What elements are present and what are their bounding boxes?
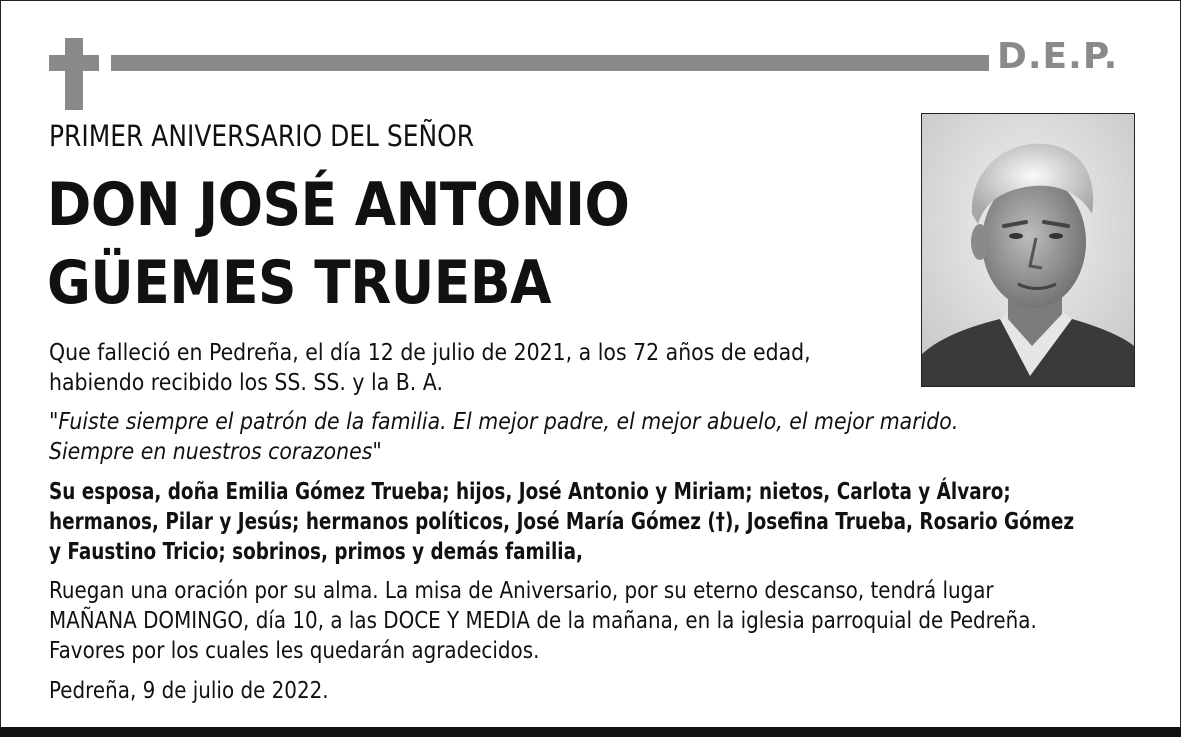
death-info-line-1: Que falleció en Pedreña, el día 12 de julio de 2021, a los 72 años de edad, bbox=[49, 340, 811, 366]
request-line-2: MAÑANA DOMINGO, día 10, a las DOCE Y MEDIA de la mañana, en la iglesia parroquial de Pedreña. bbox=[49, 608, 1037, 634]
portrait-photo bbox=[921, 113, 1135, 387]
notice-subtitle: PRIMER ANIVERSARIO DEL SEÑOR bbox=[49, 119, 475, 153]
dep-label: D.E.P. bbox=[997, 36, 1119, 77]
family-line-2: hermanos, Pilar y Jesús; hermanos políticos, José María Gómez (†), Josefina Trueba, Rosario Gómez bbox=[49, 509, 1075, 535]
deceased-name-line-2: GÜEMES TRUEBA bbox=[47, 248, 551, 318]
deceased-name-line-1: DON JOSÉ ANTONIO bbox=[47, 170, 630, 240]
quote-line-2: Siempre en nuestros corazones" bbox=[49, 439, 382, 465]
place-date: Pedreña, 9 de julio de 2022. bbox=[49, 678, 329, 704]
cross-icon bbox=[49, 38, 99, 110]
family-line-3: y Faustino Tricio; sobrinos, primos y demás familia, bbox=[49, 539, 584, 565]
family-line-1: Su esposa, doña Emilia Gómez Trueba; hijos, José Antonio y Miriam; nietos, Carlota y Álvaro; bbox=[49, 479, 1011, 505]
bottom-border bbox=[0, 727, 1181, 737]
quote-line-1: "Fuiste siempre el patrón de la familia. El mejor padre, el mejor abuelo, el mejor marido. bbox=[49, 409, 959, 435]
request-line-3: Favores por los cuales les quedarán agradecidos. bbox=[49, 638, 540, 664]
header-divider bbox=[111, 55, 989, 71]
death-info-line-2: habiendo recibido los SS. SS. y la B. A. bbox=[49, 370, 443, 396]
request-line-1: Ruegan una oración por su alma. La misa de Aniversario, por su eterno descanso, tendrá lugar bbox=[49, 578, 994, 604]
